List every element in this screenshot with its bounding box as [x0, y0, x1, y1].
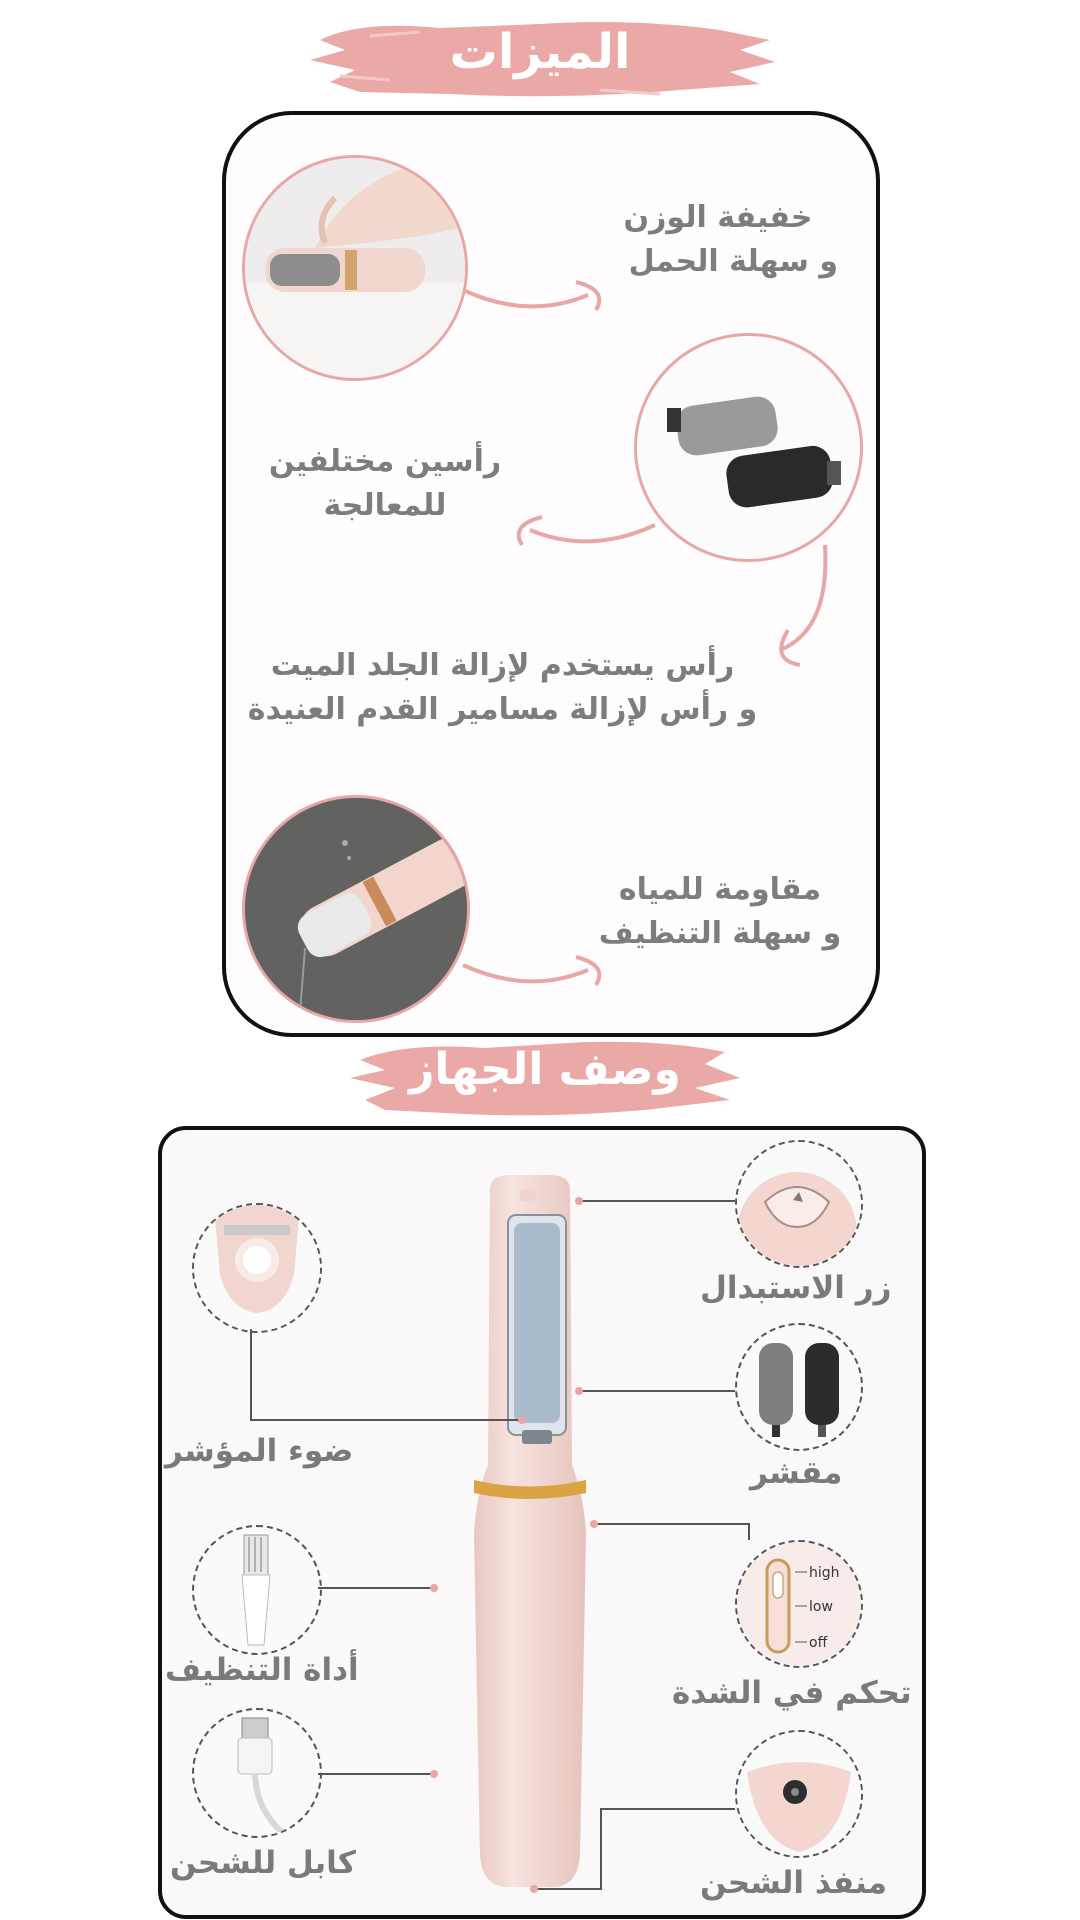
feature-line: مقاومة للمياه: [618, 872, 822, 907]
indicator-light-label: ضوء المؤشر: [165, 1433, 354, 1469]
connector-line: [318, 1773, 433, 1775]
connector-dot: [518, 1416, 526, 1424]
connector-dot: [575, 1387, 583, 1395]
device-illustration: [460, 1175, 600, 1895]
hand-using-device-image: [242, 155, 468, 381]
intensity-switch-image: [735, 1540, 863, 1668]
connector-line: [318, 1587, 433, 1589]
connector-line: [595, 1523, 750, 1525]
curved-arrow-decoration: [458, 270, 608, 320]
cleaning-tool-image: [192, 1525, 322, 1655]
description-title: وصف الجهاز: [409, 1044, 681, 1095]
charging-cable-label: كابل للشحن: [170, 1845, 356, 1881]
charging-cable-image: [192, 1708, 322, 1838]
connector-line: [535, 1888, 602, 1890]
feature-lightweight-text: [598, 196, 838, 284]
indicator-light-image: [192, 1203, 322, 1333]
exfoliator-label: مقشر: [750, 1455, 843, 1491]
description-banner: [345, 1030, 745, 1120]
features-title: الميزات: [449, 24, 631, 80]
connector-dot: [575, 1197, 583, 1205]
connector-line: [250, 1419, 520, 1421]
connector-line: [250, 1329, 252, 1421]
curved-arrow-decoration: [510, 505, 660, 555]
connector-line: [580, 1390, 735, 1392]
connector-line: [600, 1808, 735, 1810]
feature-line: و سهلة الحمل: [628, 244, 838, 279]
switch-high-label: high: [809, 1565, 840, 1581]
connector-dot: [430, 1770, 438, 1778]
features-banner: [300, 10, 780, 102]
feature-line: و سهلة التنظيف: [598, 916, 842, 951]
feature-line: للمعالجة: [323, 488, 447, 523]
feature-line: و رأس لإزالة مسامير القدم العنيدة: [247, 692, 758, 727]
curved-arrow-decoration: [458, 945, 608, 995]
feature-two-heads-text: [260, 440, 510, 528]
connector-dot: [430, 1584, 438, 1592]
cleaning-tool-label: أداة التنظيف: [165, 1652, 359, 1688]
intensity-control-label: تحكم في الشدة: [672, 1675, 912, 1711]
feature-line: رأسين مختلفين: [268, 444, 502, 479]
connector-dot: [590, 1520, 598, 1528]
connector-line: [748, 1523, 750, 1540]
exfoliator-image: [735, 1323, 863, 1451]
replace-button-label: زر الاستبدال: [700, 1270, 892, 1306]
curved-arrow-decoration: [770, 540, 840, 670]
waterproof-device-image: [242, 795, 470, 1023]
charging-port-image: [735, 1730, 863, 1858]
feature-heads-usage-text: [240, 644, 765, 732]
feature-line: خفيفة الوزن: [623, 200, 813, 235]
replace-button-image: [735, 1140, 863, 1268]
connector-line: [600, 1808, 602, 1888]
two-heads-image: [634, 333, 863, 562]
feature-line: رأس يستخدم لإزالة الجلد الميت: [270, 648, 735, 683]
feature-waterproof-text: [595, 868, 845, 956]
connector-dot: [530, 1885, 538, 1893]
charging-port-label: منفذ الشحن: [700, 1865, 887, 1901]
switch-off-label: off: [809, 1635, 828, 1651]
switch-low-label: low: [809, 1599, 833, 1615]
connector-line: [580, 1200, 735, 1202]
